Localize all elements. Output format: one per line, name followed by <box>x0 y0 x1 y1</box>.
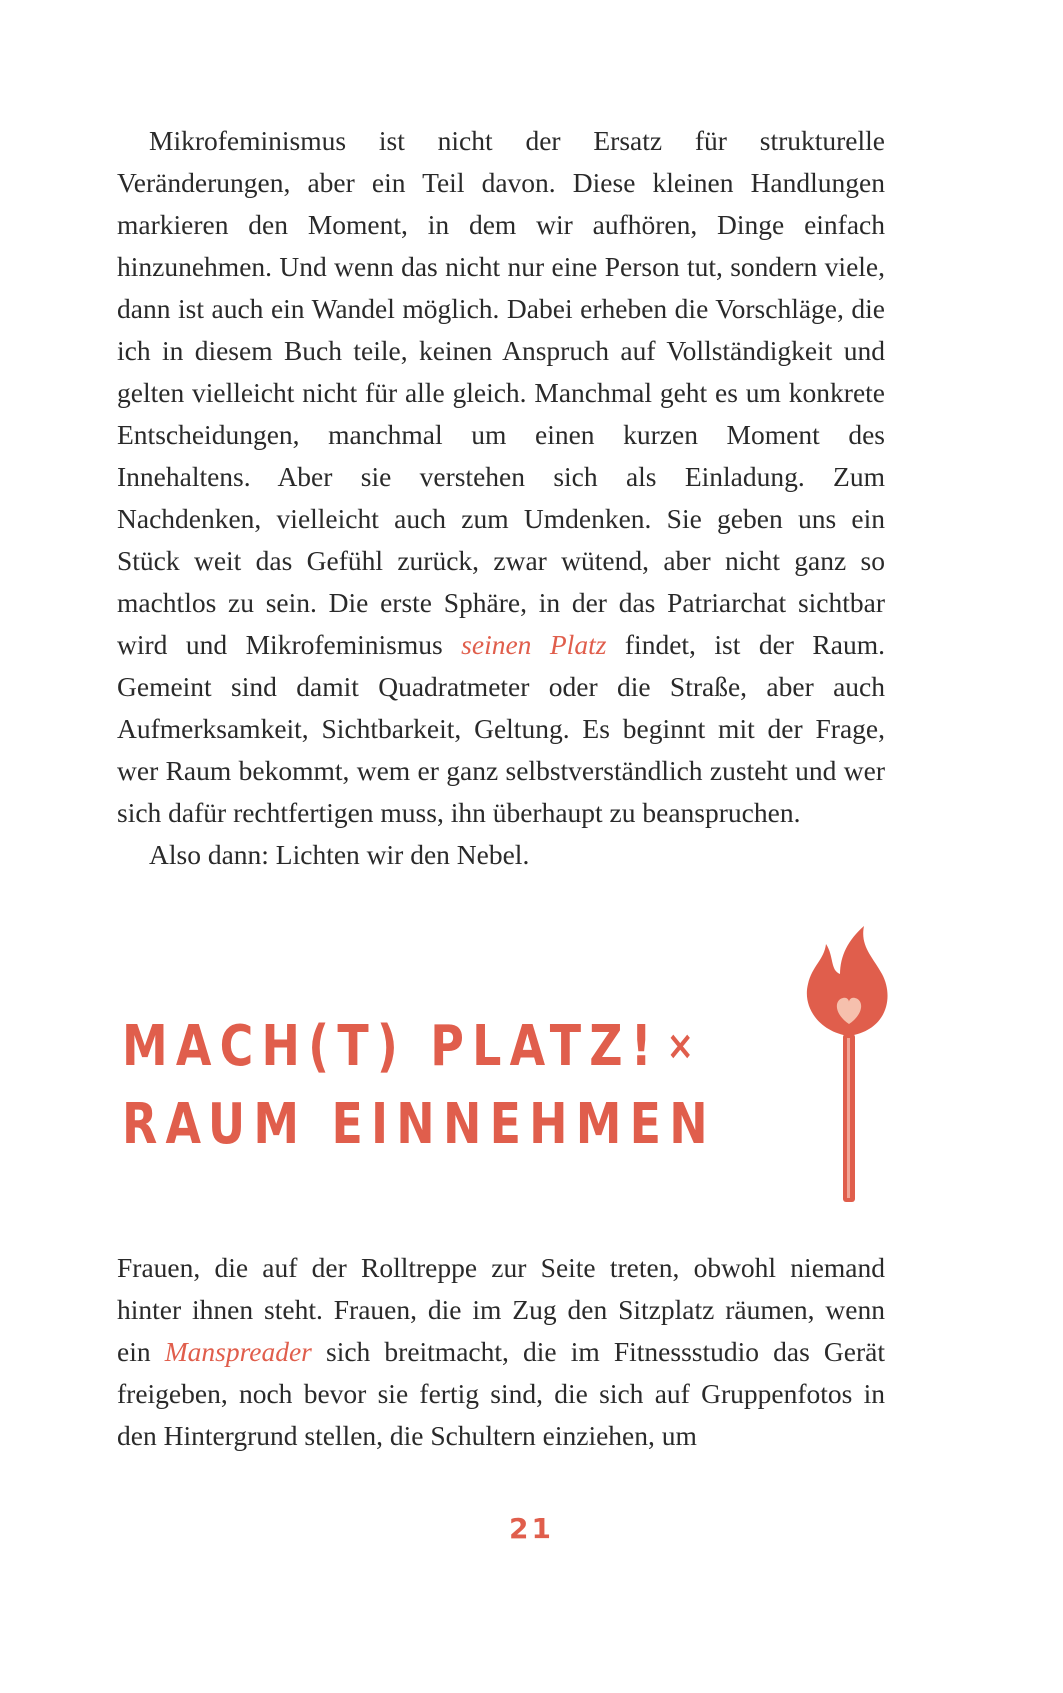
heading-line-1: MACH(T) PLATZ! × <box>122 1014 694 1079</box>
chapter-heading <box>122 1007 716 1164</box>
intro-text-block <box>117 120 885 876</box>
paragraph: Mikrofeminismus ist nicht der Ersatz für strukturelle Veränderungen, aber ein Teil davon. Diese kleinen Handlungen markieren den Moment, in dem wir aufhören, Dinge einfach hinzunehmen. Und wenn das nicht nur eine Person tut, sondern viele, dann ist auch ein Wandel möglich. Dabei erheben die Vorschläge, die ich in diesem Buch teile, keinen Anspruch auf Vollständigkeit und gelten vielleicht nicht für alle gleich. Manchmal geht es um konkrete Entscheidungen, manchmal um einen kurzen Moment des Innehaltens. Aber sie verstehen sich als Einladung. Zum Nachdenken, vielleicht auch zum Umdenken. Sie geben uns ein Stück weit das Gefühl zurück, zwar wütend, aber nicht ganz so machtlos zu sein. Die erste Sphäre, in der das Patriarchat sichtbar wird und Mikrofeminismus seinen Platz findet, ist der Raum. Gemeint sind damit Quadratmeter oder die Straße, aber auch Aufmerksamkeit, Sichtbarkeit, Geltung. Es beginnt mit der Frage, wer Raum bekommt, wem er ganz selbstverständlich zusteht und wer sich dafür rechtfertigen muss, ihn überhaupt zu beanspruchen. <box>117 125 885 828</box>
heading-line-2: RAUM EINNEHMEN <box>122 1092 716 1157</box>
page-number: 21 <box>509 1512 554 1545</box>
section-text-block <box>117 1247 885 1457</box>
match-stick-highlight <box>847 1038 850 1198</box>
paragraph: Frauen, die auf der Rolltreppe zur Seite treten, obwohl niemand hinter ihnen steht. Frauen, die im Zug den Sitzplatz räumen, wenn ein Manspreader sich breitmacht, die im Fitnessstudio das Gerät freigeben, noch bevor sie fertig sind, die sich auf Gruppenfotos in den Hintergrund stellen, die Schultern einziehen, um <box>117 1252 885 1451</box>
glossary-link-manspreader[interactable]: Manspreader <box>164 1336 312 1367</box>
paragraph: Also dann: Lichten wir den Nebel. <box>149 839 530 870</box>
glossary-link-seinen-platz[interactable]: seinen Platz <box>461 629 607 660</box>
burning-match-icon <box>800 926 900 1206</box>
heading-separator: × <box>666 1023 694 1069</box>
